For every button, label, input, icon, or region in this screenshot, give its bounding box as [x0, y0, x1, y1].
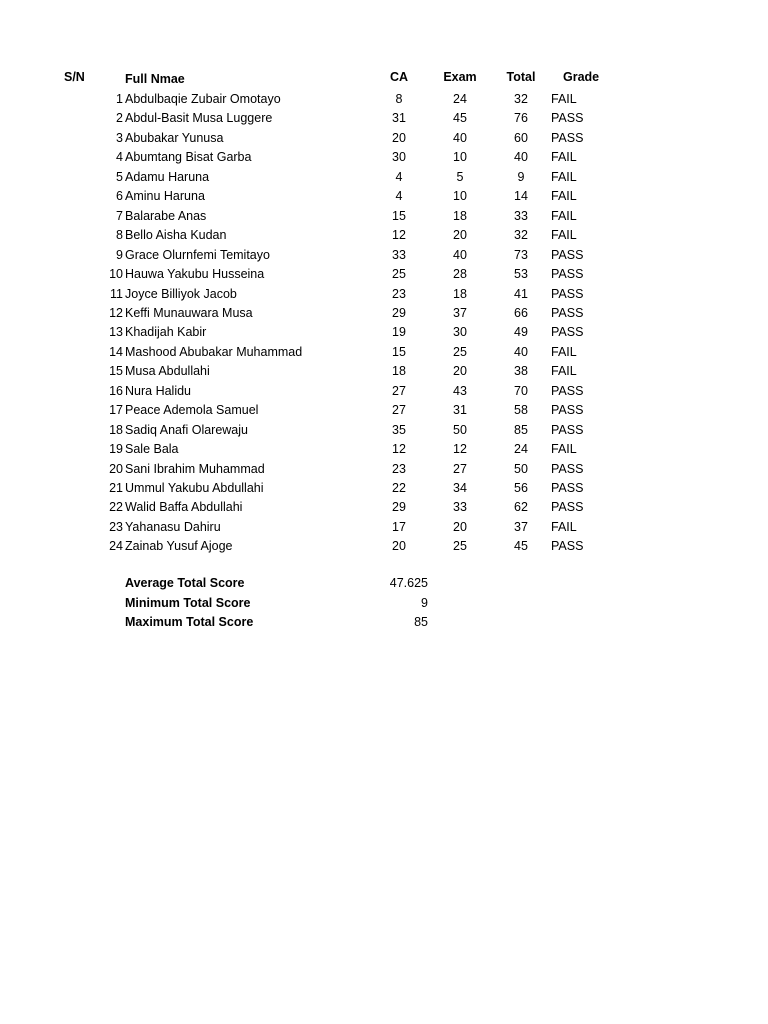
table-row: [0, 265, 768, 284]
table-row: [0, 207, 768, 226]
cell-ca: 35: [392, 422, 406, 437]
cell-ca: 29: [392, 500, 406, 515]
summary-row: [0, 594, 768, 613]
cell-sn: 17: [109, 403, 123, 418]
cell-grade: FAIL: [551, 364, 577, 379]
cell-sn: 8: [116, 228, 123, 243]
table-row: [0, 187, 768, 206]
cell-sn: 13: [109, 325, 123, 340]
cell-exam: 18: [453, 208, 467, 223]
cell-total: 40: [514, 150, 528, 165]
cell-grade: PASS: [551, 383, 584, 398]
cell-full-name: Adamu Haruna: [125, 169, 210, 184]
cell-exam: 28: [453, 267, 467, 282]
header-full-name: Full Nmae: [125, 72, 185, 86]
cell-full-name: Abdulbaqie Zubair Omotayo: [125, 92, 281, 106]
cell-ca: 29: [392, 305, 406, 320]
table-row: [0, 537, 768, 556]
cell-ca: 12: [392, 442, 406, 457]
summary-value: 85: [414, 615, 428, 629]
cell-exam: 34: [453, 481, 467, 495]
cell-exam: 25: [453, 539, 467, 554]
cell-sn: 15: [109, 364, 123, 379]
cell-grade: FAIL: [551, 442, 577, 457]
cell-total: 56: [514, 481, 528, 495]
cell-exam: 18: [453, 286, 467, 301]
cell-sn: 2: [116, 111, 123, 126]
cell-total: 32: [514, 92, 528, 106]
cell-exam: 31: [453, 403, 467, 418]
cell-grade: PASS: [551, 286, 584, 301]
cell-total: 24: [514, 442, 528, 457]
cell-grade: FAIL: [551, 519, 577, 534]
cell-grade: PASS: [551, 422, 584, 437]
table-row: [0, 498, 768, 517]
cell-grade: FAIL: [551, 169, 577, 184]
table-row: [0, 129, 768, 148]
summary-value: 9: [421, 595, 428, 610]
summary-value: 47.625: [389, 576, 428, 590]
cell-ca: 23: [392, 461, 406, 476]
table-row: [0, 362, 768, 381]
cell-ca: 25: [392, 267, 406, 282]
cell-ca: 4: [395, 169, 403, 184]
cell-total: 73: [514, 247, 528, 262]
cell-sn: 14: [109, 344, 123, 359]
cell-total: 37: [514, 519, 528, 534]
cell-ca: 18: [392, 364, 406, 379]
cell-full-name: Sadiq Anafi Olarewaju: [125, 422, 248, 437]
table-row: [0, 401, 768, 420]
cell-full-name: Sale Bala: [125, 442, 179, 457]
cell-sn: 20: [109, 461, 123, 476]
cell-full-name: Walid Baffa Abdullahi: [125, 500, 243, 515]
cell-full-name: Ummul Yakubu Abdullahi: [125, 481, 264, 495]
cell-ca: 15: [392, 208, 406, 223]
cell-full-name: Grace Olurnfemi Temitayo: [125, 247, 270, 262]
cell-sn: 3: [116, 130, 123, 145]
summary-label: Minimum Total Score: [125, 595, 251, 610]
cell-sn: 1: [116, 92, 123, 106]
cell-exam: 27: [453, 461, 467, 476]
cell-grade: PASS: [551, 461, 584, 476]
cell-exam: 12: [453, 442, 467, 457]
table-row: [0, 246, 768, 265]
cell-grade: FAIL: [551, 150, 577, 165]
cell-ca: 20: [392, 130, 406, 145]
summary-row: [0, 613, 768, 632]
cell-exam: 20: [453, 519, 467, 534]
cell-grade: FAIL: [551, 228, 577, 243]
cell-full-name: Aminu Haruna: [125, 189, 205, 204]
cell-exam: 50: [453, 422, 467, 437]
cell-total: 76: [514, 111, 528, 126]
table-row: [0, 382, 768, 401]
header-sn: S/N: [64, 70, 85, 84]
cell-exam: 20: [453, 228, 467, 243]
cell-full-name: Bello Aisha Kudan: [125, 228, 227, 243]
cell-full-name: Nura Halidu: [125, 383, 192, 398]
cell-sn: 19: [109, 442, 123, 457]
header-exam: Exam: [443, 70, 477, 84]
summary-label: Maximum Total Score: [125, 615, 254, 629]
cell-full-name: Keffi Munauwara Musa: [125, 305, 253, 320]
table-row: [0, 304, 768, 323]
cell-grade: PASS: [551, 111, 584, 126]
cell-exam: 10: [453, 189, 467, 204]
cell-full-name: Abumtang Bisat Garba: [125, 150, 252, 165]
cell-ca: 20: [392, 539, 406, 554]
cell-full-name: Khadijah Kabir: [125, 325, 207, 340]
cell-sn: 6: [116, 189, 123, 204]
table-row: [0, 148, 768, 167]
table-row: [0, 90, 768, 109]
cell-grade: PASS: [551, 325, 584, 340]
cell-exam: 43: [453, 383, 467, 398]
cell-full-name: Joyce Billiyok Jacob: [125, 286, 237, 301]
cell-grade: FAIL: [551, 189, 577, 204]
cell-grade: PASS: [551, 403, 584, 418]
cell-total: 70: [514, 383, 528, 398]
table-row: [0, 440, 768, 459]
table-row: [0, 323, 768, 342]
cell-total: 40: [514, 344, 528, 359]
cell-total: 62: [514, 500, 528, 515]
table-row: [0, 421, 768, 440]
cell-exam: 40: [453, 247, 467, 262]
cell-full-name: Peace Ademola Samuel: [125, 403, 259, 418]
cell-sn: 21: [109, 481, 123, 495]
cell-grade: FAIL: [551, 344, 577, 359]
cell-sn: 5: [116, 169, 123, 184]
table-row: [0, 168, 768, 187]
cell-total: 41: [514, 286, 528, 301]
cell-exam: 45: [453, 111, 467, 126]
cell-ca: 31: [392, 111, 406, 126]
cell-full-name: Abdul-Basit Musa Luggere: [125, 111, 273, 126]
cell-total: 38: [514, 364, 528, 379]
cell-ca: 23: [392, 286, 406, 301]
cell-total: 60: [514, 130, 528, 145]
table-row: [0, 343, 768, 362]
cell-sn: 24: [109, 539, 123, 554]
cell-total: 66: [514, 305, 528, 320]
cell-sn: 4: [116, 150, 123, 165]
cell-ca: 8: [395, 92, 403, 106]
summary-row: [0, 574, 768, 593]
header-ca: CA: [389, 70, 409, 84]
cell-grade: PASS: [551, 247, 584, 262]
cell-sn: 11: [110, 286, 123, 301]
cell-total: 32: [514, 228, 528, 243]
cell-full-name: Yahanasu Dahiru: [125, 519, 221, 534]
cell-total: 9: [517, 169, 525, 184]
cell-full-name: Balarabe Anas: [125, 208, 207, 223]
cell-total: 58: [514, 403, 528, 418]
cell-ca: 30: [392, 150, 406, 165]
table-row: [0, 109, 768, 128]
table-row: [0, 518, 768, 537]
cell-ca: 33: [392, 247, 406, 262]
cell-ca: 27: [392, 383, 406, 398]
cell-grade: PASS: [551, 539, 584, 554]
cell-grade: FAIL: [551, 92, 577, 106]
cell-exam: 10: [453, 150, 467, 165]
summary-label: Average Total Score: [125, 576, 245, 590]
cell-total: 14: [514, 189, 528, 204]
cell-exam: 25: [453, 344, 467, 359]
cell-sn: 10: [109, 267, 123, 282]
cell-exam: 24: [453, 92, 467, 106]
cell-ca: 27: [392, 403, 406, 418]
cell-total: 45: [514, 539, 528, 554]
cell-sn: 12: [109, 305, 123, 320]
cell-ca: 17: [392, 519, 406, 534]
header-grade: Grade: [563, 70, 600, 84]
cell-full-name: Musa Abdullahi: [125, 364, 210, 379]
cell-total: 50: [514, 461, 528, 476]
header-total: Total: [506, 70, 536, 84]
cell-sn: 23: [109, 519, 123, 534]
cell-ca: 19: [392, 325, 406, 340]
cell-ca: 15: [392, 344, 406, 359]
cell-grade: PASS: [551, 500, 584, 515]
cell-full-name: Sani Ibrahim Muhammad: [125, 461, 265, 476]
cell-exam: 33: [453, 500, 467, 515]
cell-sn: 16: [109, 383, 123, 398]
cell-exam: 5: [456, 169, 464, 184]
cell-sn: 22: [109, 500, 123, 515]
cell-total: 53: [514, 267, 528, 282]
table-row: [0, 460, 768, 479]
cell-full-name: Zainab Yusuf Ajoge: [125, 539, 233, 554]
cell-ca: 4: [395, 189, 403, 204]
cell-sn: 7: [116, 208, 123, 223]
cell-sn: 18: [109, 422, 123, 437]
cell-full-name: Mashood Abubakar Muhammad: [125, 344, 303, 359]
cell-full-name: Hauwa Yakubu Husseina: [125, 267, 265, 282]
cell-exam: 40: [453, 130, 467, 145]
cell-ca: 12: [392, 228, 406, 243]
cell-exam: 20: [453, 364, 467, 379]
cell-sn: 9: [116, 247, 123, 262]
cell-full-name: Abubakar Yunusa: [125, 130, 224, 145]
cell-grade: PASS: [551, 481, 584, 495]
table-row: [0, 226, 768, 245]
table-row: [0, 479, 768, 498]
cell-ca: 22: [392, 481, 406, 495]
cell-total: 85: [514, 422, 528, 437]
cell-grade: PASS: [551, 267, 584, 282]
cell-total: 49: [514, 325, 528, 340]
cell-exam: 30: [453, 325, 467, 340]
cell-total: 33: [514, 208, 528, 223]
cell-grade: PASS: [551, 130, 584, 145]
cell-exam: 37: [453, 305, 467, 320]
table-row: [0, 285, 768, 304]
cell-grade: FAIL: [551, 208, 577, 223]
cell-grade: PASS: [551, 305, 584, 320]
